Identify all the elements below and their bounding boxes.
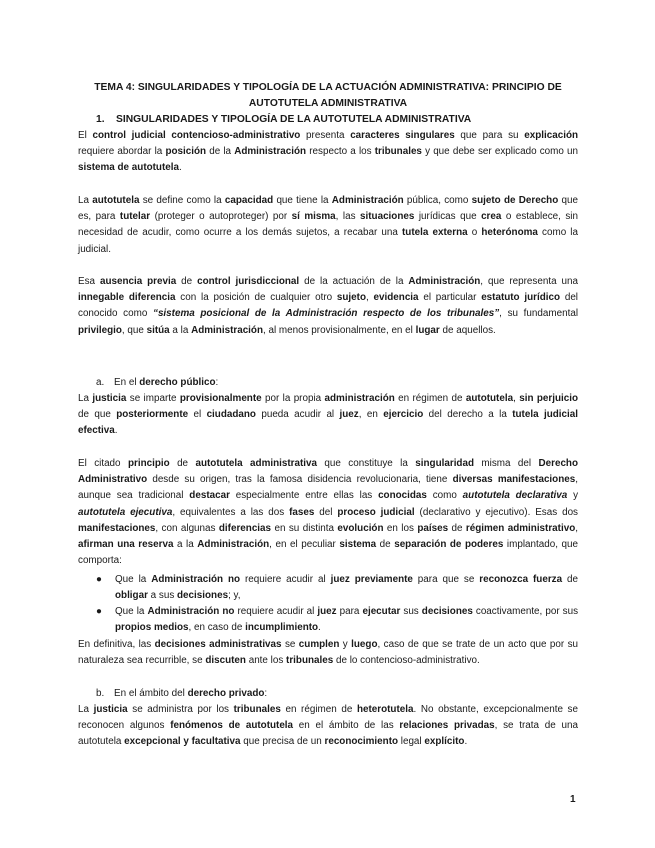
- list-item-text: Que la Administración no requiere acudir al juez previamente para que se reconozca fuerza de obligar a sus decisiones; y,: [115, 574, 579, 602]
- section-heading: [96, 112, 471, 128]
- section-number: 1.: [96, 114, 105, 125]
- paragraph-justicia-publica: La justicia se imparte provisionalmente por la propia administración en régimen de autotutela, sin perjuicio de que posteriormente el ciudadano pueda acudir al juez, en ejercicio del derecho a la tutela judicial efectiva.: [78, 393, 578, 437]
- paragraph-ausencia-previa: Esa ausencia previa de control jurisdiccional de la actuación de la Administración, que representa una innegable diferencia con la posición de cualquier otro sujeto, evidencia el particular estatuto jurídico del conocido como “sistema posicional de la Administración respecto de los tribunales”, su fundamental privilegio, que sitúa a la Administración, al menos provisionalmente, en el lugar de aquellos.: [78, 276, 579, 336]
- list-item: [96, 572, 578, 604]
- list-item-text: Que la Administración no requiere acudir al juez para ejecutar sus decisiones coactivamente, por sus propios medios, en caso de incumplimiento.: [115, 606, 579, 634]
- paragraph-principio-autotutela: El citado principio de autotutela administrativa que constituye la singularidad misma del Derecho Administrativo desde su origen, tras la famosa disidencia revolucionaria, tiene diversas manifestaciones, aunque sea tradicional destacar especialmente entre ellas las conocidas como autotutela declarativa y autotutela ejecutiva, equivalentes a las dos fases del proceso judicial (declarativo y ejecutivo). Esas dos manifestaciones, con algunas diferencias en su distinta evolución en los países de régimen administrativo, afirman una reserva a la Administración, en el peculiar sistema de separación de poderes implantado, que comporta:: [78, 458, 579, 567]
- list-item: [96, 604, 578, 636]
- bullet-icon: ●: [96, 606, 102, 617]
- document-title: TEMA 4: SINGULARIDADES Y TIPOLOGÍA DE LA ACTUACIÓN ADMINISTRATIVA: PRINCIPIO DE AUTOTUTELA ADMINISTRATIVA: [94, 82, 562, 109]
- page-number: 1: [570, 794, 576, 805]
- paragraph-en-definitiva: En definitiva, las decisiones administrativas se cumplen y luego, caso de que se trate de un acto que por su naturaleza sea recurrible, se discuten ante los tribunales de lo contencioso-administrativo.: [78, 639, 579, 667]
- paragraph-autotutela-definition: La autotutela se define como la capacidad que tiene la Administración pública, como sujeto de Derecho que es, para tutelar (proteger o autoproteger) por sí misma, las situaciones jurídicas que crea o establece, sin necesidad de acudir, como ocurre a los demás sujetos, a recabar una tutela externa o heterónoma como la judicial.: [78, 195, 578, 255]
- section-heading-text: SINGULARIDADES Y TIPOLOGÍA DE LA AUTOTUTELA ADMINISTRATIVA: [116, 114, 472, 125]
- paragraph-control-judicial: El control judicial contencioso-administrativo presenta caracteres singulares que para su explicación requiere abordar la posición de la Administración respecto a los tribunales y que debe ser explicado como un sistema de autotutela.: [78, 130, 579, 174]
- subheading-derecho-publico: a. En el derecho público:: [96, 377, 219, 388]
- paragraph-justicia-privada: La justicia se administra por los tribunales en régimen de heterotutela. No obstante, excepcionalmente se reconocen algunos fenómenos de autotutela en el ámbito de las relaciones privadas, se trata de una autotutela excepcional y facultativa que precisa de un reconocimiento legal explícito.: [78, 704, 578, 748]
- bullet-icon: ●: [96, 574, 102, 585]
- subheading-derecho-privado: b. En el ámbito del derecho privado:: [96, 688, 268, 699]
